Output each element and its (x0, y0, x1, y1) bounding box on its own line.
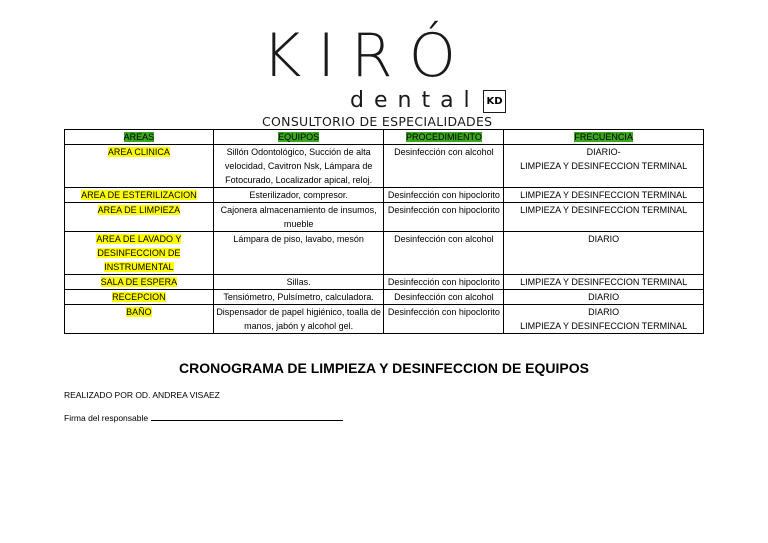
cell-frecuencia: LIMPIEZA Y DESINFECCION TERMINAL (504, 275, 704, 290)
cell-equipos: Dispensador de papel higiénico, toalla de manos, jabón y alcohol gel. (213, 305, 384, 334)
cell-frecuencia: DIARIO- LIMPIEZA Y DESINFECCION TERMINAL (504, 145, 704, 188)
cell-procedimiento: Desinfección con hipoclorito (384, 275, 504, 290)
table-row (65, 275, 704, 290)
header-procedimiento: PROCEDIMIENTO (384, 130, 504, 145)
table-row (65, 305, 704, 334)
cell-procedimiento: Desinfección con alcohol (384, 290, 504, 305)
cell-area: BAÑO (65, 305, 214, 334)
cell-area: AREA DE ESTERILIZACION (65, 188, 214, 203)
cell-equipos: Esterilizador, compresor. (213, 188, 384, 203)
cell-area: RECEPCION (65, 290, 214, 305)
cleaning-schedule-table (64, 129, 704, 334)
cell-frecuencia: DIARIO LIMPIEZA Y DESINFECCION TERMINAL (504, 305, 704, 334)
logo-kd-mark: KD (483, 90, 506, 113)
cell-procedimiento: Desinfección con hipoclorito (384, 203, 504, 232)
table-row (65, 188, 704, 203)
cell-procedimiento: Desinfección con hipoclorito (384, 305, 504, 334)
cell-frecuencia: DIARIO (504, 232, 704, 275)
logo (262, 21, 507, 130)
cell-area: AREA DE LIMPIEZA (65, 203, 214, 232)
cell-procedimiento: Desinfección con hipoclorito (384, 188, 504, 203)
cell-equipos: Tensiómetro, Pulsímetro, calculadora. (213, 290, 384, 305)
logo-brand: KIRÓ (262, 21, 472, 91)
cell-frecuencia: LIMPIEZA Y DESINFECCION TERMINAL (504, 188, 704, 203)
table-row (65, 290, 704, 305)
document-title: CRONOGRAMA DE LIMPIEZA Y DESINFECCION DE EQUIPOS (179, 360, 589, 376)
signature-line (151, 412, 343, 421)
cell-equipos: Sillón Odontológico, Succión de alta velocidad, Cavitron Nsk, Lámpara de Fotocurado, Localizador apical, reloj. (213, 145, 384, 188)
firma-label: Firma del responsable (64, 413, 149, 423)
logo-subtitle: CONSULTORIO DE ESPECIALIDADES (262, 114, 493, 129)
table-row (65, 232, 704, 275)
header-areas: AREAS (65, 130, 214, 145)
table-header-row (65, 130, 704, 145)
cell-equipos: Lámpara de piso, lavabo, mesón (213, 232, 384, 275)
table-row (65, 145, 704, 188)
firma-responsable (64, 412, 343, 423)
logo-dental: dental (350, 88, 480, 113)
cell-frecuencia: LIMPIEZA Y DESINFECCION TERMINAL (504, 203, 704, 232)
cell-procedimiento: Desinfección con alcohol (384, 232, 504, 275)
header-frecuencia: FRECUENCIA (504, 130, 704, 145)
cell-frecuencia: DIARIO (504, 290, 704, 305)
realizado-por: REALIZADO POR OD. ANDREA VISAEZ (64, 390, 220, 400)
cell-area: AREA CLINICA (65, 145, 214, 188)
cell-area: AREA DE LAVADO Y DESINFECCION DE INSTRUMENTAL (65, 232, 214, 275)
cell-equipos: Sillas. (213, 275, 384, 290)
cell-procedimiento: Desinfección con alcohol (384, 145, 504, 188)
header-equipos: EQUIPOS (213, 130, 384, 145)
table-row (65, 203, 704, 232)
cell-area: SALA DE ESPERA (65, 275, 214, 290)
cell-equipos: Cajonera almacenamiento de insumos, mueble (213, 203, 384, 232)
